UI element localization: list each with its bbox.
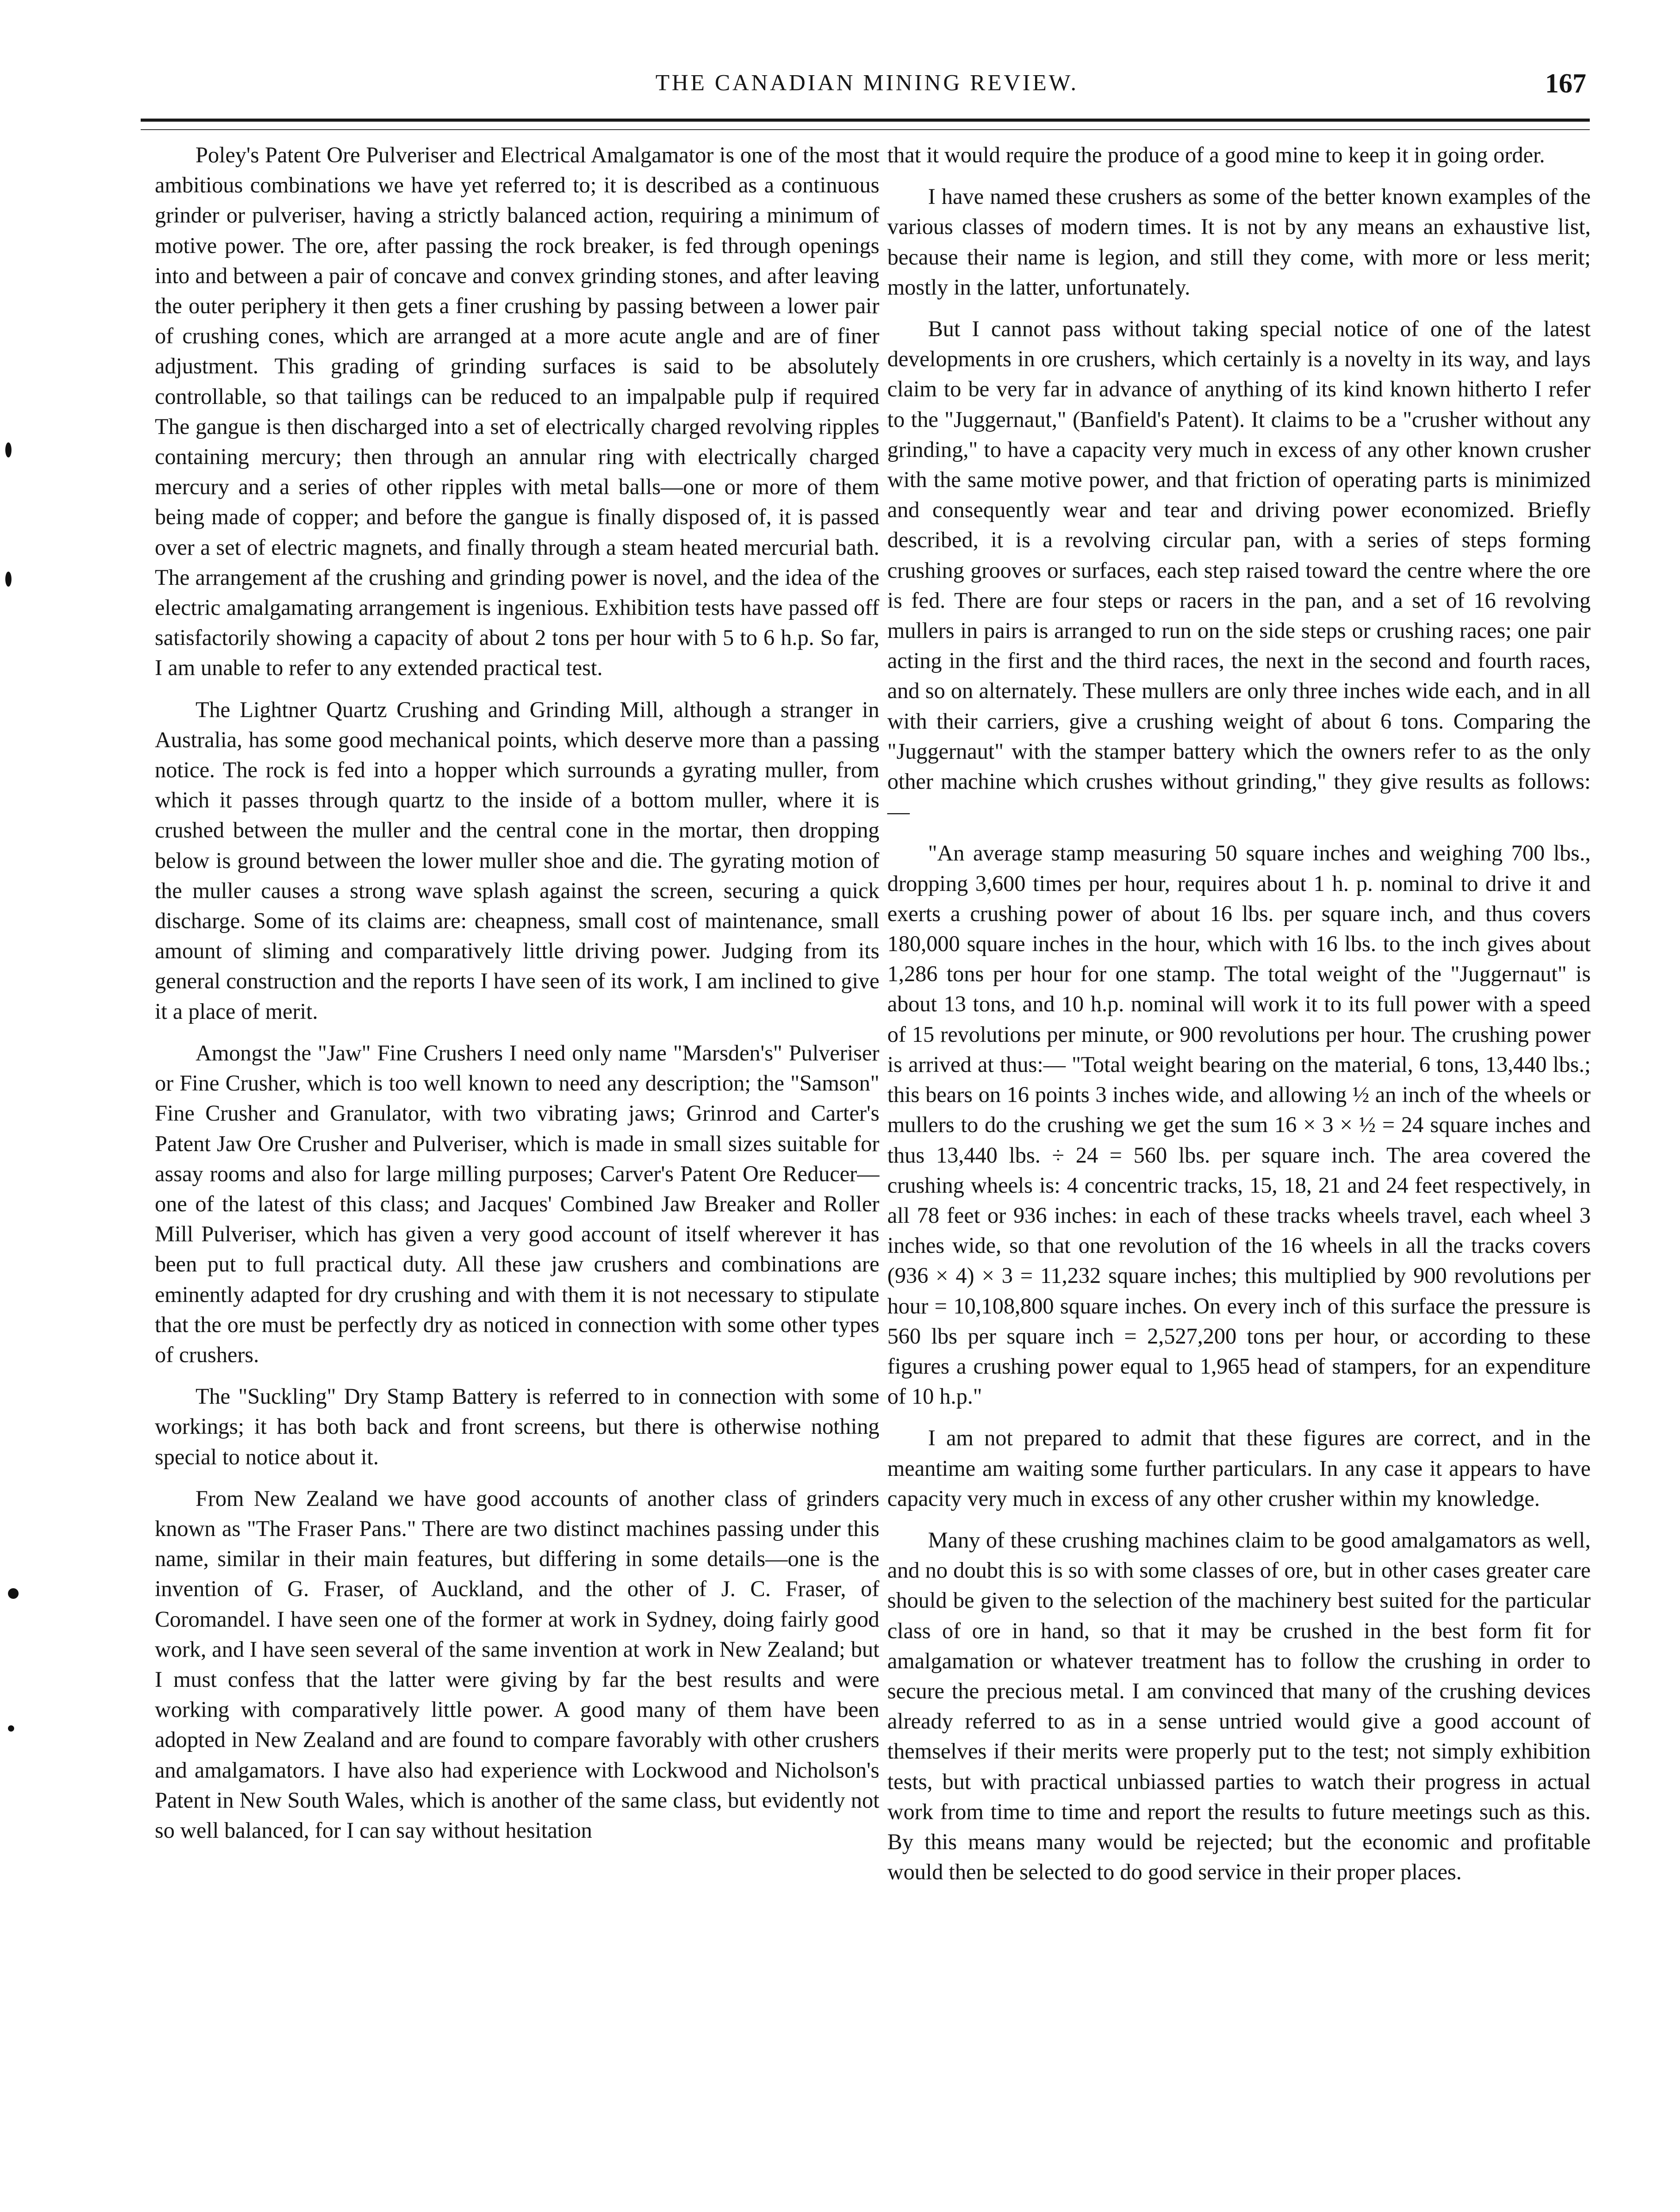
header-rule	[141, 119, 1590, 122]
paragraph: From New Zealand we have good accounts of another class of grinders known as "The Fraser Pans." There are two distinct machines passing under this name, similar in their main features, but differing in some details—one is the invention of G. Fraser, of Auckland, and the other of J. C. Fraser, of Coromandel. I have seen one of the former at work in Sydney, doing fairly good work, and I have seen several of the same invention at work in New Zealand; but I must confess that the latter were giving by far the best results and were working with comparatively little power. A good many of them have been adopted in New Zealand and are found to compare favorably with other crushers and amalgamators. I have also had experience with Lockwood and Nicholson's Patent in New South Wales, which is another of the same class, but evidently not so well balanced, for I can say without hesitation	[155, 1486, 879, 1843]
paragraph: The Lightner Quartz Crushing and Grinding Mill, although a stranger in Australia, has some good mechanical points, which deserve more than a passing notice. The rock is fed into a hopper which surrounds a gyrating muller, from which it passes through quartz to the inside of a bottom muller, where it is crushed between the muller and the central cone in the mortar, then dropping below is ground between the lower muller shoe and die. The gyrating motion of the muller causes a strong wave splash against the screen, securing a quick discharge. Some of its claims are: cheapness, small cost of maintenance, small amount of sliming and comparatively little driving power. Judging from its general construction and the reports I have seen of its work, I am inclined to give it a place of merit.	[155, 697, 879, 1024]
journal-title: THE CANADIAN MINING REVIEW.	[655, 70, 1079, 96]
paragraph: Many of these crushing machines claim to be good amalgamators as well, and no doubt this is so with some classes of ore, but in other cases greater care should be given to the selection of the machinery best suited for the particular class of ore in hand, so that it may be crushed in the best form fit for amalgamation or whatever treatment has to follow the crushing in order to secure the precious metal. I am convinced that many of the crushing devices already referred to as in a sense untried would give a good account of themselves if their merits were properly put to the test; not simply exhibition tests, but with practical unbiassed parties to watch their progress in actual work from time to time and report the results to future meetings such as this. By this means many would be rejected; but the economic and profitable would then be selected to do good service in their proper places.	[887, 1527, 1591, 1885]
margin-mark	[5, 572, 12, 587]
quoted-paragraph: "An average stamp measuring 50 square inches and weighing 700 lbs., dropping 3,600 times per hour, requires about 1 h. p. nominal to drive it and exerts a crushing power of about 16 lbs. per square inch, and thus covers 180,000 square inches in the hour, which with 16 lbs. to the inch gives about 1,286 tons per hour for one stamp. The total weight of the "Juggernaut" is about 13 tons, and 10 h.p. nominal will work it to its full power with a speed of 15 revolutions per minute, or 900 revolutions per hour. The crushing power is arrived at thus:— "Total weight bearing on the material, 6 tons, 13,440 lbs.; this bears on 16 points 3 inches wide, and allowing ½ an inch of the wheels or mullers to do the crushing we get the sum 16 × 3 × ½ = 24 square inches and thus 13,440 lbs. ÷ 24 = 560 lbs. per square inch. The area covered the crushing wheels is: 4 concentric tracks, 15, 18, 21 and 24 feet respectively, in all 78 feet or 936 inches: in each of these tracks wheels travel, each wheel 3 inches wide, so that one revolution of the 16 wheels in all the tracks covers (936 × 4) × 3 = 11,232 square inches; this multiplied by 900 revolutions per hour = 10,108,800 square inches. On every inch of this surface the pressure is 560 lbs per square inch = 2,527,200 tons per hour, or according to these figures a crushing power equal to 1,965 head of stampers, for an expenditure of 10 h.p."	[887, 841, 1591, 1409]
page-header	[146, 70, 1588, 108]
margin-mark	[5, 442, 12, 457]
paragraph: Poley's Patent Ore Pulveriser and Electrical Amalgamator is one of the most ambitious combinations we have yet referred to; it is described as a continuous grinder or pulveriser, having a strictly balanced action, requiring a minimum of motive power. The ore, after passing the rock breaker, is fed through openings into and between a pair of concave and convex grinding stones, and after leaving the outer periphery it then gets a finer crushing by passing between a lower pair of crushing cones, which are arranged at a more acute angle and are of finer adjustment. This grading of grinding surfaces is said to be absolutely controllable, so that tailings can be reduced to an impalpable pulp if required The gangue is then discharged into a set of electrically charged revolving ripples containing mercury; then through an annular ring with electrically charged mercury and a series of other ripples with metal balls—one or more of them being made of copper; and before the gangue is finally disposed of, it is passed over a set of electric magnets, and finally through a steam heated mercurial bath. The arrangement af the crushing and grinding power is novel, and the idea of the electric amalgamating arrangement is ingenious. Exhibition tests have passed off satisfactorily showing a capacity of about 2 tons per hour with 5 to 6 h.p. So far, I am unable to refer to any extended practical test.	[155, 142, 879, 680]
paragraph: Amongst the "Jaw" Fine Crushers I need only name "Marsden's" Pulveriser or Fine Crusher, which is too well known to need any description; the "Samson" Fine Crusher and Granulator, with two vibrating jaws; Grinrod and Carter's Patent Jaw Ore Crusher and Pulveriser, which is made in small sizes suitable for assay rooms and also for large milling purposes; Carver's Patent Ore Reducer—one of the latest of this class; and Jacques' Combined Jaw Breaker and Roller Mill Pulveriser, which has given a very good account of itself wherever it has been put to full practical duty. All these jaw crushers and combinations are eminently adapted for dry crushing and with them it is not necessary to stipulate that the ore must be perfectly dry as noticed in connection with some other types of crushers.	[155, 1040, 879, 1367]
left-column	[155, 140, 879, 1857]
paragraph: But I cannot pass without taking special notice of one of the latest developments in ore crushers, which certainly is a novelty in its way, and lays claim to be very far in advance of anything of its kind known hitherto I refer to the "Juggernaut," (Banfield's Patent). It claims to be a "crusher without any grinding," to have a capacity very much in excess of any other known crusher with the same motive power, and that friction of operating parts is minimized and consequently wear and tear and driving power economized. Briefly described, it is a revolving circular pan, with a series of steps forming crushing grooves or surfaces, each step raised toward the centre where the ore is fed. There are four steps or racers in the pan, and a set of 16 revolving mullers in pairs is arranged to run on the side steps or crushing races; one pair acting in the first and the third races, the next in the second and fourth races, and so on alternately. These mullers are only three inches wide each, and in all with their carriers, give a crushing weight of about 6 tons. Comparing the "Juggernaut" with the stamper battery which the owners refer to as the only other machine which crushes without grinding," they give results as follows:—	[887, 316, 1591, 824]
header-rule-thin	[141, 129, 1590, 130]
paragraph: The "Suckling" Dry Stamp Battery is referred to in connection with some workings; it has both back and front screens, but there is otherwise nothing special to notice about it.	[155, 1384, 879, 1469]
page-number: 167	[1545, 69, 1586, 99]
paragraph: I am not prepared to admit that these figures are correct, and in the meantime am waiting some further particulars. In any case it appears to have capacity very much in excess of any other crusher within my knowledge.	[887, 1425, 1591, 1511]
paragraph: that it would require the produce of a good mine to keep it in going order.	[887, 142, 1545, 167]
margin-mark	[8, 1588, 19, 1599]
margin-mark	[8, 1725, 14, 1732]
right-column	[887, 140, 1591, 1898]
paragraph: I have named these crushers as some of the better known examples of the various classes of modern times. It is not by any means an exhaustive list, because their name is legion, and still they come, with more or less merit; mostly in the latter, unfortunately.	[887, 184, 1591, 300]
